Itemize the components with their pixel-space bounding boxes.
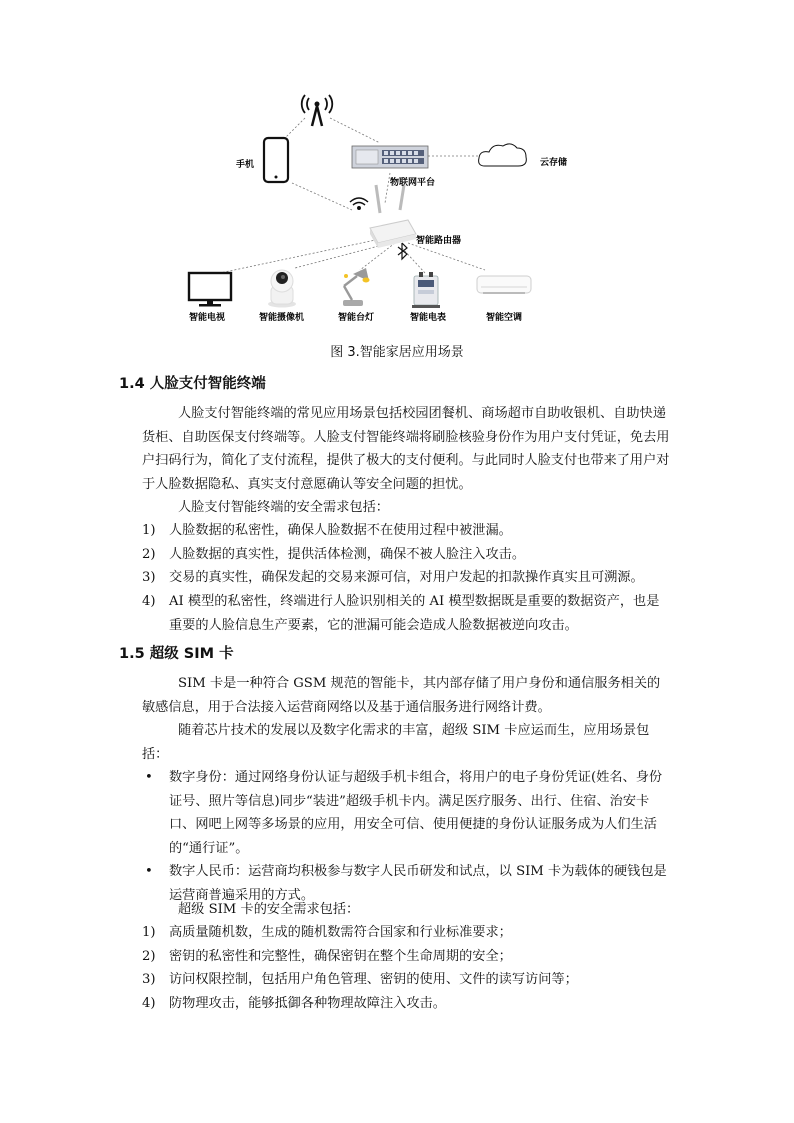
section-heading-1-5: 1.5 超级 SIM 卡 [119,646,234,662]
label-smart-ac: 智能空调 [486,313,523,323]
paragraph-super-sim-scenarios: 随着芯片技术的发展以及数字化需求的丰富，超级 SIM 卡应运而生，应用场景包括： [142,723,650,762]
bullet-item: • 数字人民币：运营商均积极参与数字人民币研发和试点，以 SIM 卡为载体的硬钱包是运营商普遍采用的方式。 [145,864,667,903]
label-phone: 手机 [236,160,255,170]
list-item: 2) 人脸数据的真实性，提供活体检测，确保不被人脸注入攻击。 [142,547,526,562]
label-smart-camera: 智能摄像机 [259,313,305,323]
air-conditioner-icon [477,276,531,293]
list-item: 2) 密钥的私密性和完整性，确保密钥在整个生命周期的安全； [142,949,512,964]
paragraph-super-sim-req: 超级 SIM 卡的安全需求包括： [178,902,360,917]
list-item: 3) 交易的真实性，确保发起的交易来源可信，对用户发起的扣款操作真实且可溯源。 [142,570,644,585]
label-cloud-storage: 云存储 [540,158,568,168]
lamp-icon [343,268,370,306]
label-smart-lamp: 智能台灯 [338,313,375,323]
section-heading-1-4: 1.4 人脸支付智能终端 [119,376,266,392]
electric-meter-icon [412,272,440,308]
tv-icon [189,273,231,307]
paragraph-face-payment-intro: 人脸支付智能终端的常见应用场景包括校园团餐机、商场超市自助收银机、自助快递货柜、自助医保支付终端等。人脸支付智能终端将刷脸核验身份作为用户支付凭证，免去用户扫码行为，简化了支付流程，提供了极大的支付便利。与此同时人脸支付也带来了用户对于人脸数据隐私、真实支付意愿确认等安全问题的担忧。 [142,406,670,492]
list-item: 1) 人脸数据的私密性，确保人脸数据不在使用过程中被泄漏。 [142,523,512,538]
server-icon [352,146,428,168]
signal-tower-icon [302,95,333,126]
label-smart-meter: 智能电表 [410,313,447,323]
cloud-icon [479,144,527,166]
figure-caption: 图 3.智能家居应用场景 [330,345,464,360]
list-item: 1) 高质量随机数，生成的随机数需符合国家和行业标准要求； [142,925,512,940]
bluetooth-icon [398,243,407,259]
bullet-item: • 数字身份：通过网络身份认证与超级手机卡组合，将用户的电子身份凭证(姓名、身份证号、照片等信息)同步“装进”超级手机卡内。满足医疗服务、出行、住宿、治安卡口、网吧上网等多场景的应用，用安全可信、使用便捷的身份认证服务成为人们生活的“通行证”。 [145,770,663,856]
label-iot-platform: 物联网平台 [390,178,436,188]
list-item: 3) 访问权限控制，包括用户角色管理、密钥的使用、文件的读写访问等； [142,972,578,987]
label-smart-router: 智能路由器 [416,236,462,246]
diagram-graphics [180,88,540,328]
paragraph-face-payment-req: 人脸支付智能终端的安全需求包括： [178,500,389,515]
list-item: 4) 防物理攻击，能够抵御各种物理故障注入攻击。 [142,996,446,1011]
phone-icon [264,138,288,182]
wifi-icon [350,198,368,209]
label-smart-tv: 智能电视 [189,313,226,323]
list-item: 4) AI 模型的私密性，终端进行人脸识别相关的 AI 模型数据既是重要的数据资产，也是重要的人脸信息生产要素，它的泄漏可能会造成人脸数据被逆向攻击。 [142,594,660,633]
router-icon [370,185,416,248]
paragraph-sim-definition: SIM 卡是一种符合 GSM 规范的智能卡，其内部存储了用户身份和通信服务相关的敏感信息，用于合法接入运营商网络以及基于通信服务进行网络计费。 [142,676,661,715]
smart-home-diagram [180,88,568,328]
camera-icon [268,270,296,308]
